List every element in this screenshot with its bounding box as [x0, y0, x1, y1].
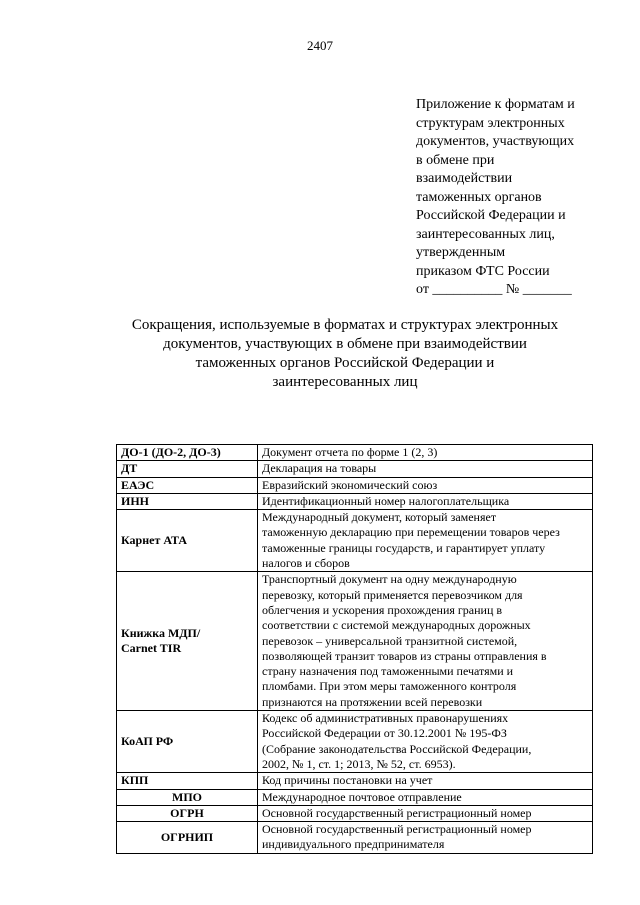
definition-line: Код причины постановки на учет — [262, 773, 433, 788]
definition-cell — [258, 493, 593, 509]
table-row — [117, 572, 593, 711]
definition-cell — [258, 477, 593, 493]
title-line: таможенных органов Российской Федерации и — [195, 355, 495, 371]
table-row — [117, 477, 593, 493]
table-row — [117, 461, 593, 477]
appendix-line: таможенных органов — [416, 189, 542, 205]
table-row — [117, 773, 593, 789]
definition-cell — [258, 445, 593, 461]
table-row — [117, 711, 593, 773]
definition-line: Транспортный документ на одну международную — [262, 572, 517, 587]
abbreviation-cell: ОГРНИП — [117, 822, 258, 854]
definition-line: признаются на протяжении всей перевозки — [262, 694, 483, 709]
title-line: Сокращения, используемые в форматах и структурах электронных — [131, 317, 559, 333]
definition-line: (Собрание законодательства Российской Федерации, — [262, 741, 532, 756]
definition-line: Российской Федерации от 30.12.2001 № 195-ФЗ — [262, 726, 507, 741]
definition-cell — [258, 822, 593, 854]
definition-line: Международный документ, который заменяет — [262, 510, 497, 525]
appendix-line: Российской Федерации и — [416, 208, 566, 223]
definition-line: страну назначения под таможенными печатями и — [262, 664, 514, 679]
abbreviation-cell: ДО-1 (ДО-2, ДО-3) — [117, 445, 258, 461]
abbreviation-cell: Карнет АТА — [117, 510, 258, 572]
definition-line: Кодекс об административных правонарушениях — [262, 711, 509, 726]
table-row — [117, 805, 593, 821]
definition-line: таможенную декларацию при перемещении товаров через — [262, 525, 560, 540]
definition-line: позволяющей транзит товаров из страны отправления в — [262, 648, 547, 663]
definition-line: Идентификационный номер налогоплательщика — [262, 493, 510, 508]
definition-cell — [258, 805, 593, 821]
abbreviation-cell: ОГРН — [117, 805, 258, 821]
table-row — [117, 822, 593, 854]
appendix-line: в обмене при — [416, 152, 495, 168]
definition-cell — [258, 461, 593, 477]
definition-line: Декларация на товары — [262, 461, 377, 476]
definition-line: соответствии с системой международных дорожных — [262, 618, 531, 633]
definition-line: таможенные границы государств, и гарантирует уплату — [262, 540, 546, 555]
appendix-note — [416, 96, 606, 300]
definition-cell — [258, 789, 593, 805]
appendix-line: взаимодействии — [416, 171, 513, 186]
definition-line: облегчения и ускорения прохождения границ в — [262, 602, 503, 617]
definition-line: перевозку, который применяется перевозчиком для — [262, 587, 523, 602]
abbreviation-cell: ИНН — [117, 493, 258, 509]
definition-line: пломбами. При этом меры таможенного контроля — [262, 679, 517, 694]
definition-line: Евразийский экономический союз — [262, 477, 438, 492]
abbreviation-cell: КПП — [117, 773, 258, 789]
appendix-line: утвержденным — [416, 245, 506, 260]
definition-line: Основной государственный регистрационный номер — [262, 822, 532, 837]
abbreviation-cell: Книжка МДП/ Carnet TIR — [117, 572, 258, 711]
title-line: заинтересованных лиц — [272, 374, 418, 390]
table-row — [117, 510, 593, 572]
abbreviation-cell: КоАП РФ — [117, 711, 258, 773]
table-row — [117, 789, 593, 805]
abbreviation-cell: ДТ — [117, 461, 258, 477]
definition-cell — [258, 510, 593, 572]
abbreviation-cell: МПО — [117, 789, 258, 805]
definition-line: Основной государственный регистрационный номер — [262, 805, 532, 820]
definition-cell — [258, 572, 593, 711]
definition-line: индивидуального предпринимателя — [262, 837, 445, 852]
abbreviation-cell: ЕАЭС — [117, 477, 258, 493]
appendix-line: приказом ФТС России — [416, 263, 550, 279]
definition-cell — [258, 711, 593, 773]
table-row — [117, 493, 593, 509]
definition-cell — [258, 773, 593, 789]
appendix-line: структурам электронных — [416, 115, 565, 131]
definition-line: Документ отчета по форме 1 (2, 3) — [262, 445, 438, 459]
document-title — [110, 316, 580, 392]
title-line: документов, участвующих в обмене при взаимодействии — [163, 336, 527, 352]
definition-line: налогов и сборов — [262, 556, 350, 571]
page-number: 2407 — [307, 38, 333, 53]
appendix-line: документов, участвующих — [416, 134, 575, 149]
appendix-line: от __________ № _______ — [416, 282, 572, 297]
table-row — [117, 445, 593, 461]
definition-line: перевозок – универсальной транзитной системой, — [262, 633, 518, 648]
abbreviations-table — [116, 444, 593, 854]
appendix-line: Приложение к форматам и — [416, 97, 575, 112]
appendix-line: заинтересованных лиц, — [416, 226, 555, 242]
definition-line: 2002, № 1, ст. 1; 2013, № 52, ст. 6953). — [262, 756, 456, 771]
definition-line: Международное почтовое отправление — [262, 789, 462, 804]
